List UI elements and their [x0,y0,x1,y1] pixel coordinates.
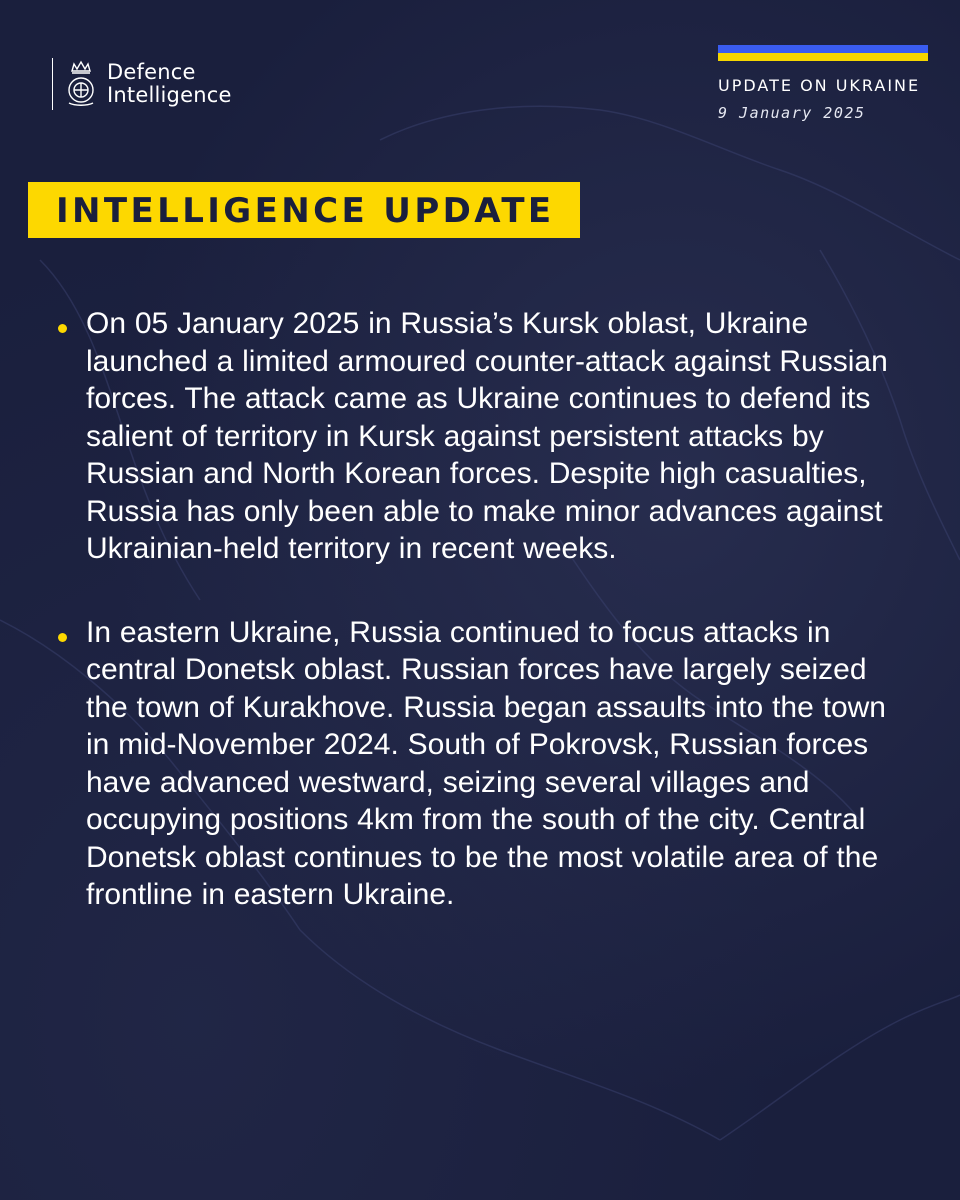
flag-yellow-band [718,53,928,61]
logo-text [107,61,232,107]
logo-divider [52,58,53,110]
bullet-dot-icon [58,633,67,642]
update-date: 9 January 2025 [718,104,866,122]
bullet-list [58,305,894,960]
bullet-text: On 05 January 2025 in Russia’s Kursk oblast, Ukraine launched a limited armoured counter-attack against Russian forces. The attack came as Ukraine continues to defend its salient of territory in Kursk against persistent attacks by Russian and North Korean forces. Despite high casualties, Russia has only been able to make minor advances against Ukrainian-held territory in recent weeks. [86,307,888,565]
bullet-dot-icon [58,324,67,333]
flag-blue-band [718,45,928,53]
ukraine-flag-stripe [718,45,928,61]
bullet-item [58,305,894,568]
bullet-item [58,614,894,914]
logo-line-intelligence: Intelligence [107,83,232,107]
defence-intelligence-logo [52,58,232,110]
royal-crest-icon [63,59,99,109]
update-label: UPDATE ON UKRAINE [718,76,921,95]
banner-title: INTELLIGENCE UPDATE [28,182,580,238]
logo-line-defence: Defence [107,60,196,84]
bullet-text: In eastern Ukraine, Russia continued to focus attacks in central Donetsk oblast. Russian forces have largely seized the town of Kurakhove. Russia began assaults into the town in mid-November 2024. South of Pokrovsk, Russian forces have advanced westward, seizing several villages and occupying positions 4km from the south of the city. Central Donetsk oblast continues to be the most volatile area of the frontline in eastern Ukraine. [86,615,886,911]
